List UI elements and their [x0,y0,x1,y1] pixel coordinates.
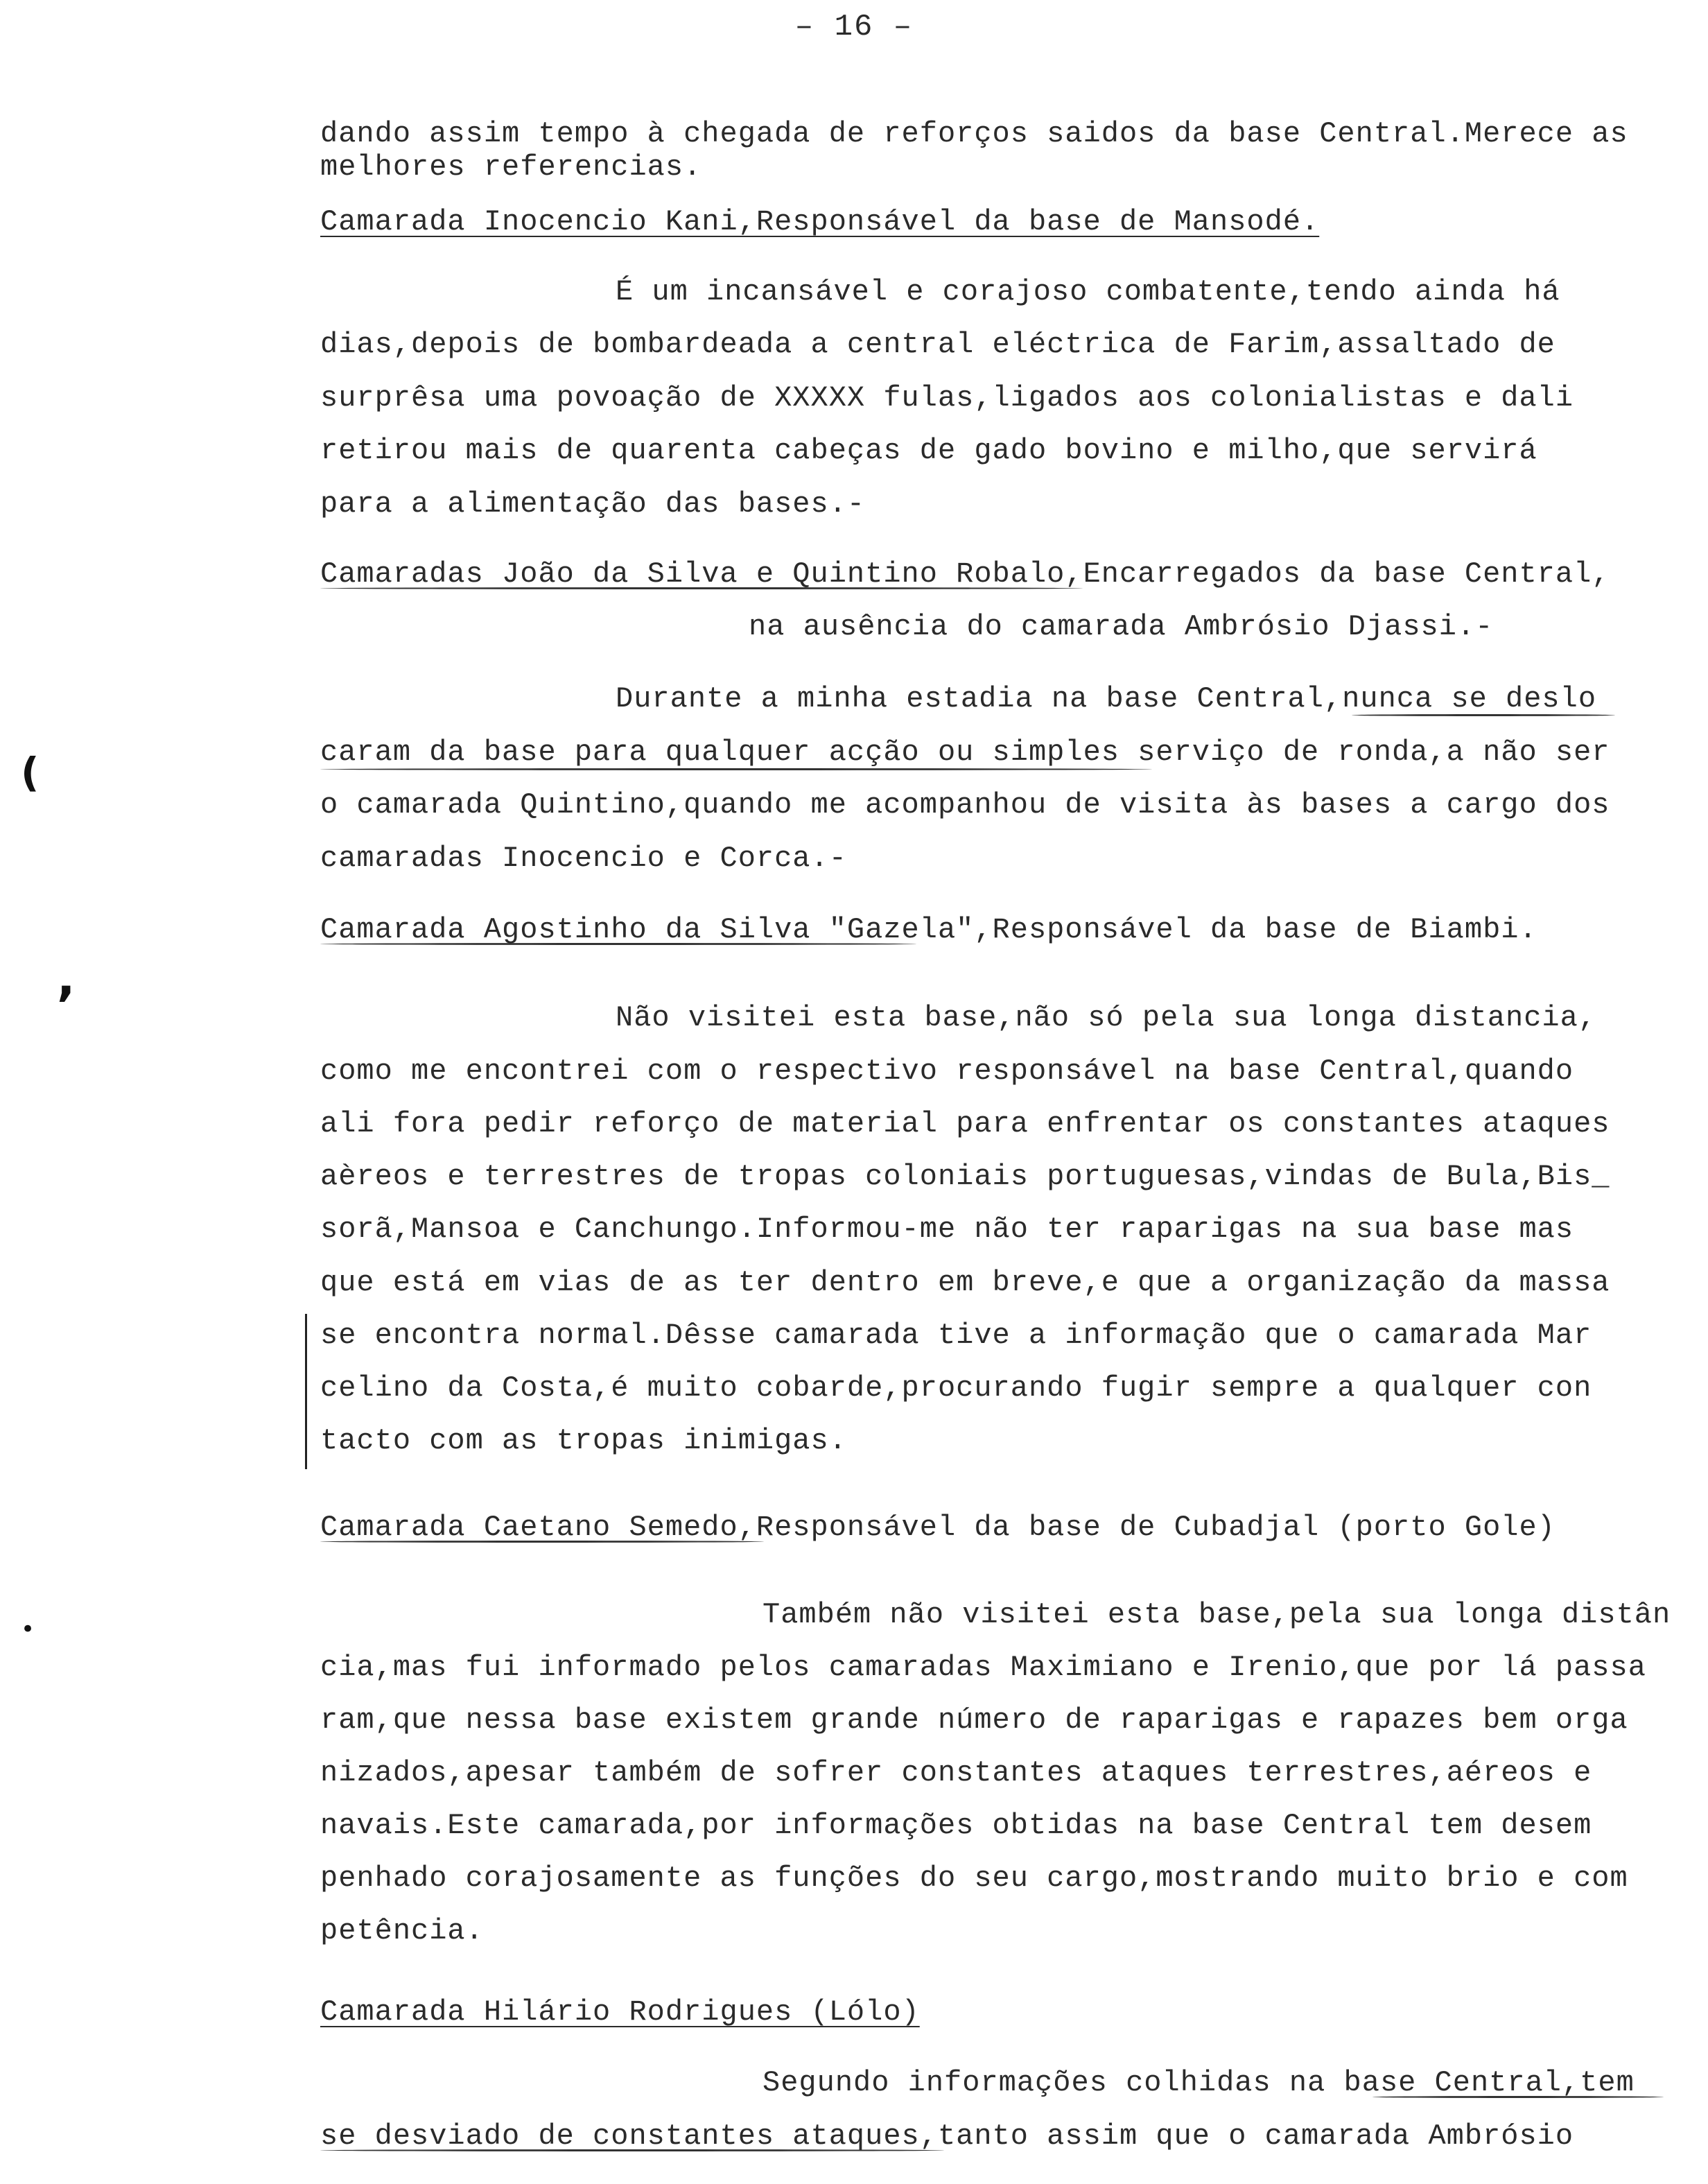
text-line: sorã,Mansoa e Canchungo.Informou-me não ter raparigas na sua base mas [320,1213,1574,1246]
handwritten-underline [320,2149,944,2151]
text-line: celino da Costa,é muito cobarde,procurando fugir sempre a qualquer con [320,1371,1592,1405]
margin-mark: ( [21,749,40,796]
section-heading: Camarada Hilário Rodrigues (Lólo) [320,1995,920,2029]
handwritten-underline [1372,2096,1664,2098]
text-line: Durante a minha estadia na base Central,nunca se deslo [616,682,1597,716]
margin-mark: • [21,1615,35,1643]
text-line: ali fora pedir reforço de material para enfrentar os constantes ataques [320,1107,1610,1141]
text-line: dando assim tempo à chegada de reforços saidos da base Central.Merece as [320,117,1628,150]
handwritten-underline [1352,714,1615,716]
text-line: surprêsa uma povoação de XXXXX fulas,ligados aos colonialistas e dali [320,381,1574,415]
text-line: cia,mas fui informado pelos camaradas Maximiano e Irenio,que por lá passa [320,1651,1646,1684]
handwritten-underline [320,1541,764,1543]
text-line: o camarada Quintino,quando me acompanhou de visita às bases a cargo dos [320,788,1610,822]
handwritten-underline [320,943,916,945]
margin-bracket [305,1314,307,1469]
text-line: aèreos e terrestres de tropas coloniais portuguesas,vindas de Bula,Bis_ [320,1160,1610,1193]
text-line: É um incansável e corajoso combatente,tendo ainda há [616,275,1560,309]
section-heading: Camarada Inocencio Kani,Responsável da base de Mansodé. [320,205,1320,239]
text-line: navais.Este camarada,por informações obtidas na base Central tem desem [320,1809,1592,1842]
text-line: tacto com as tropas inimigas. [320,1424,847,1457]
page-number: – 16 – [794,10,914,44]
text-line: que está em vias de as ter dentro em breve,e que a organização da massa [320,1266,1610,1299]
text-line: para a alimentação das bases.- [320,487,866,521]
text-line: dias,depois de bombardeada a central eléctrica de Farim,assaltado de [320,328,1556,361]
text-line: Não visitei esta base,não só pela sua longa distancia, [616,1001,1597,1034]
text-line: se desviado de constantes ataques,tanto assim que o camarada Ambrósio [320,2120,1574,2153]
section-heading: Camaradas João da Silva e Quintino Robalo,Encarregados da base Central, [320,557,1610,591]
text-line: retirou mais de quarenta cabeças de gado bovino e milho,que servirá [320,434,1537,467]
text-line: nizados,apesar também de sofrer constantes ataques terrestres,aéreos e [320,1756,1592,1789]
section-heading: Camarada Agostinho da Silva "Gazela",Responsável da base de Biambi. [320,913,1537,946]
text-line: como me encontrei com o respectivo responsável na base Central,quando [320,1055,1574,1088]
text-line: melhores referencias. [320,150,702,184]
section-heading: Camarada Caetano Semedo,Responsável da base de Cubadjal (porto Gole) [320,1511,1556,1544]
margin-mark: , [57,950,76,1007]
text-line: Segundo informações colhidas na base Central,tem [762,2066,1635,2099]
handwritten-underline [320,587,1083,589]
text-line: camaradas Inocencio e Corca.- [320,842,847,875]
text-line: petência. [320,1914,484,1948]
text-line: na ausência do camarada Ambrósio Djassi.- [749,610,1494,643]
text-line: se encontra normal.Dêsse camarada tive a informação que o camarada Mar [320,1319,1592,1352]
text-line: Também não visitei esta base,pela sua longa distân [762,1598,1671,1631]
text-line: penhado corajosamente as funções do seu cargo,mostrando muito brio e com [320,1862,1628,1895]
text-line: caram da base para qualquer acção ou simples serviço de ronda,a não ser [320,736,1610,769]
text-line: ram,que nessa base existem grande número de raparigas e rapazes bem orga [320,1704,1628,1737]
handwritten-underline [320,768,1152,770]
